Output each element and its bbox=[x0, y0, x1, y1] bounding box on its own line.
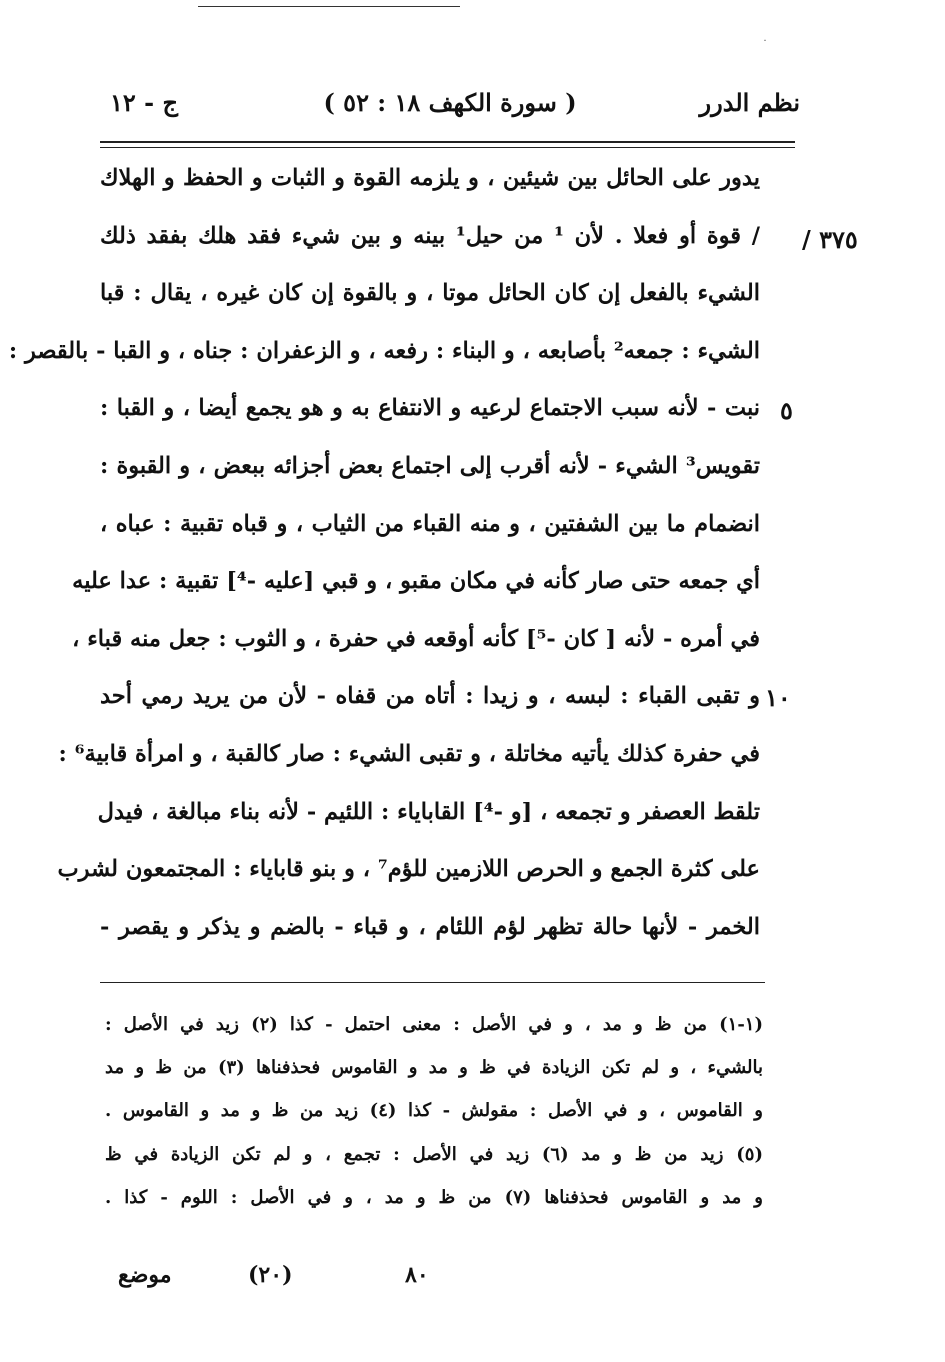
text-line: الشيء : جمعه² بأصابعه ، و البناء : رفعه ، و الزعفران : جناه ، و القبا - بالقصر : bbox=[8, 337, 760, 364]
footnote-line: و القاموس ، و في الأصل : مقولش - كذا (٤) زيد من ظ و مد و القاموس . bbox=[105, 1100, 763, 1122]
text-line: الخمر - لأنها حالة تظهر لؤم اللئام ، و قباء - بالضم و يذكر و يقصر - bbox=[100, 913, 760, 940]
text-line: تلقط العصفر و تجمعه ، [و -⁴] القاباياء : اللئيم - لأنه بناء مبالغة ، فيدل bbox=[97, 798, 760, 825]
footnote-line: و مد و القاموس فحذفناها (٧) من ظ و مد ، و في الأصل : اللوم - كذا . bbox=[105, 1186, 763, 1208]
surah-reference: ( سورة الكهف ١٨ : ٥٢ ) bbox=[323, 88, 577, 117]
text-line: الشيء بالفعل إن كان الحائل موتا ، و بالقوة إن كان غيره ، يقال : قبا bbox=[100, 280, 760, 307]
text-line: / قوة أو فعلا . لأن ¹ من حيل¹ بينه و بين شيء فقد هلك بفقد ذلك bbox=[100, 222, 760, 249]
margin-line-number-5: ٥ bbox=[780, 396, 793, 425]
text-line: في حفرة كذلك يأتيه مخاتلة ، و تقبى الشيء : صار كالقبة ، و امرأة قابية⁶ : bbox=[58, 740, 760, 767]
header-rule bbox=[100, 141, 795, 148]
scan-speck: ˙ bbox=[762, 38, 768, 52]
book-title: نظم الدرر bbox=[699, 88, 800, 117]
running-header bbox=[100, 88, 800, 128]
text-line: نبت - لأنه سبب الاجتماع لرعيه و الانتفاع به و هو يجمع أيضا ، و القبا : bbox=[100, 395, 760, 422]
text-line: انضمام ما بين الشفتين ، و منه القباء من الثياب ، و قباه تقبية : عباه ، bbox=[100, 510, 760, 537]
volume-number: ج - ١٢ bbox=[110, 88, 178, 117]
main-text-block bbox=[8, 150, 760, 956]
footnote-separator bbox=[100, 982, 765, 983]
text-line: في أمره - لأنه [ كان -⁵] كأنه أوقعه في حفرة ، و الثوب : جعل منه قباء ، bbox=[72, 625, 760, 652]
margin-page-reference: ٣٧٥ / bbox=[802, 225, 858, 254]
text-line: يدور على الحائل بين شيئين ، و يلزمه القوة و الثبات و الحفظ و الهلاك bbox=[100, 165, 760, 191]
page-number: ٨٠ bbox=[405, 1262, 429, 1288]
footer-label: موضع bbox=[118, 1262, 172, 1288]
text-line: على كثرة الجمع و الحرص اللازمين للؤم⁷ ، و بنو قاباياء : المجتمعون لشرب bbox=[57, 856, 760, 883]
margin-line-number-10: ١٠ bbox=[765, 683, 791, 712]
text-line: أي جمعه حتى صار كأنه في مكان مقبو ، و قبي [عليه -⁴] تقبية : عدا عليه bbox=[72, 568, 760, 595]
text-line: و تقبى القباء : لبسه ، و زيدا : أتاه من قفاه - لأن من يريد رمي أحد bbox=[100, 683, 760, 710]
footnote-line: (١-١) من ظ و مد ، و في الأصل : معنى احتمل - كذا (٢) زيد في الأصل : bbox=[105, 1014, 763, 1035]
text-line: تقويس³ الشيء - لأنه أقرب إلى اجتماع بعض أجزائه ببعض ، و القبوة : bbox=[100, 452, 760, 479]
footnote-line: بالشيء ، و لم تكن الزيادة في ظ و مد و القاموس فحذفناها (٣) من ظ و مد bbox=[105, 1057, 763, 1079]
section-number: (٢٠) bbox=[248, 1262, 293, 1288]
footnote-line: (٥) زيد من ظ و مد (٦) زيد في الأصل : تجمع ، و لم تكن الزيادة في ظ bbox=[105, 1143, 763, 1165]
footnotes-block bbox=[105, 1003, 763, 1219]
top-rule bbox=[198, 6, 460, 7]
